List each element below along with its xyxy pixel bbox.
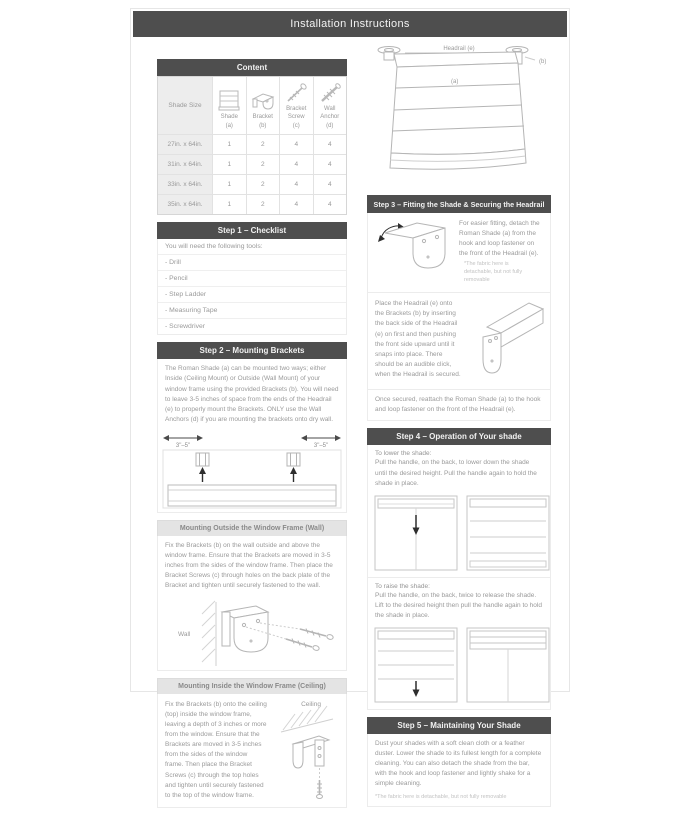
step1-title: Step 1 – Checklist: [157, 222, 347, 239]
left-column: [157, 59, 347, 815]
cell-anchor-qty: 4: [313, 194, 347, 214]
window-shade-raised-diagram: [466, 627, 550, 703]
screw-glyph: [317, 780, 323, 799]
table-row: [158, 174, 346, 194]
col-label: Shade: [220, 113, 238, 120]
ceiling-mount-body: [157, 694, 347, 808]
wall-hatch: [202, 601, 215, 662]
step4-section: [367, 428, 551, 709]
step2-section: [157, 342, 347, 512]
cell-anchor-qty: 4: [313, 134, 347, 154]
headrail-mounting-diagram: [158, 430, 346, 512]
cell-size: 27in. x 64in.: [158, 134, 212, 154]
table-row: [158, 194, 346, 214]
step4-body: [367, 445, 551, 709]
lower-shade-block: [368, 445, 550, 576]
step3-paragraph-2: Place the Headrail (e) onto the Brackets (b) by inserting the back side of the Headrail (e) on first and then pushing the front side upward until it snaps into place. There should be an audible click, when the Headrail is secured.: [375, 300, 461, 378]
bracket-glyph: [222, 606, 268, 652]
ceiling-mount-section: [157, 678, 347, 808]
checklist-intro: You will need the following tools:: [158, 239, 346, 255]
headrail-label: Headrail (e): [443, 46, 475, 52]
step3-footnote: *The fabric here is detachable, but not fully removable: [464, 261, 523, 283]
cell-anchor-qty: 4: [313, 154, 347, 174]
shade-label: (a): [451, 79, 459, 85]
bracket-right-glyph: [287, 453, 300, 466]
shade-icon: [216, 89, 242, 113]
checklist-item: - Step Ladder: [158, 287, 346, 303]
step5-title: Step 5 – Maintaining Your Shade: [367, 717, 551, 734]
dimension-label-right: 3"–5": [313, 442, 329, 449]
right-column: [367, 41, 551, 815]
cell-size: 33in. x 64in.: [158, 174, 212, 194]
step3-paragraph-1: For easier fitting, detach the Roman Shade (a) from the hook and loop fastener on the front of the Headrail (e).: [459, 220, 540, 258]
step5-section: [367, 717, 551, 807]
window-shade-lowered-diagram: [466, 495, 550, 571]
bracket-detail-diagram: [373, 217, 453, 277]
headrail-glyph: [168, 485, 336, 506]
content-table: [157, 76, 347, 215]
cell-shade-qty: 1: [212, 194, 246, 214]
window-shade-lowering-diagram: [374, 495, 458, 571]
screw-glyph: [286, 639, 320, 652]
content-table-section: [157, 59, 347, 215]
col-label: Wall Anchor: [320, 106, 340, 120]
wall-label: Wall: [178, 631, 191, 639]
wall-mount-body: [157, 536, 347, 671]
window-shade-releasing-diagram: [374, 627, 458, 703]
bracket-glyph: [293, 736, 329, 768]
lower-heading: To lower the shade:: [375, 450, 432, 458]
bracket-icon: [250, 89, 276, 113]
checklist-item: - Pencil: [158, 271, 346, 287]
raise-body: Pull the handle, on the back, twice to release the shade. Lift to the desired height then pull the handle again to hold the shade in place.: [375, 591, 542, 619]
ceiling-label: Ceiling: [301, 701, 321, 709]
roman-shade-diagram: [367, 41, 551, 189]
cell-screw-qty: 4: [279, 174, 313, 194]
step3-body: [367, 213, 551, 421]
cell-bracket-qty: 2: [246, 154, 280, 174]
step3-paragraph-3: Once secured, reattach the Roman Shade (a) to the hook and loop fastener on the front of the Headrail (e).: [368, 389, 550, 420]
cell-size: 35in. x 64in.: [158, 194, 212, 214]
screw-icon: [283, 81, 309, 105]
table-row: [158, 134, 346, 154]
step2-paragraph: The Roman Shade (a) can be mounted two ways; either Inside (Ceiling Mount) or Outside (Wall Mount) of your window frame using the provided Brackets (b). You will need to leave 3-5 inches of space from the ends of the Headrail (e) to properly mount the Brackets. ONLY use the Wall Anchors (d) if you are mounting the brackets onto dry wall.: [165, 365, 339, 423]
step5-paragraph: Dust your shades with a soft clean cloth or a feather duster. Lower the shade to its fullest length for a complete cleaning. You can also detach the shade from the bar, with the hook and loop fastener and lightly shake for a simple cleaning.: [375, 739, 542, 788]
wall-mount-title: Mounting Outside the Window Frame (Wall): [157, 520, 347, 536]
col-header-shade-size: Shade Size: [158, 77, 212, 134]
cell-bracket-qty: 2: [246, 174, 280, 194]
step2-title: Step 2 – Mounting Brackets: [157, 342, 347, 359]
content-table-title: Content: [157, 59, 347, 76]
col-key: (d): [326, 122, 334, 129]
bracket-left-glyph: [196, 453, 209, 466]
ceiling-mount-paragraph: Fix the Brackets (b) onto the ceiling (top) inside the window frame, leaving a depth of 3 inches or more from the window. Ensure that the Brackets are moved in 3-5 inches from the sides of the window frame. Then place the Bracket Screws (c) through the top holes and tighten until securely fastened to the top of the window frame.: [165, 701, 267, 799]
cell-screw-qty: 4: [279, 154, 313, 174]
step5-footnote: *The fabric here is detachable, but not fully removable: [375, 794, 507, 801]
step1-body: [157, 239, 347, 335]
cell-screw-qty: 4: [279, 194, 313, 214]
lower-body: Pull the handle, on the back, to lower down the shade until the desired height. Pull the handle again to hold the shade in place.: [375, 459, 537, 487]
step3-title: Step 3 – Fitting the Shade & Securing the Headrail: [367, 195, 551, 213]
checklist-item: - Drill: [158, 255, 346, 271]
col-key: (c): [292, 122, 300, 129]
col-key: (a): [225, 122, 233, 129]
bracket-label: (b): [539, 59, 547, 65]
step5-body: [367, 734, 551, 807]
cell-shade-qty: 1: [212, 134, 246, 154]
col-header-shade: [212, 77, 246, 134]
raise-heading: To raise the shade:: [375, 582, 430, 590]
checklist-item: - Measuring Tape: [158, 303, 346, 319]
col-label: Bracket Screw: [286, 106, 307, 120]
step3-section: [367, 195, 551, 421]
columns: [133, 37, 567, 815]
wall-mount-paragraph: Fix the Brackets (b) on the wall outside and above the window frame. Ensure that the Brackets are moved in 3-5 inches from the sides of the window frame. Then place the Bracket Screws (c) through holes on the back plate of the Bracket and tighten until securely fastened to the wall.: [165, 541, 333, 590]
cell-shade-qty: 1: [212, 154, 246, 174]
table-row: [158, 154, 346, 174]
step2-body: [157, 359, 347, 512]
wall-mount-diagram: [158, 596, 346, 670]
col-label: Bracket: [252, 113, 273, 120]
screw-glyph: [300, 629, 334, 641]
col-header-bracket: [246, 77, 280, 134]
anchor-icon: [317, 81, 343, 105]
table-header-row: [158, 77, 346, 134]
page-title: Installation Instructions: [133, 11, 567, 37]
wall-mount-section: [157, 520, 347, 671]
cell-bracket-qty: 2: [246, 134, 280, 154]
step4-title: Step 4 – Operation of Your shade: [367, 428, 551, 445]
cell-shade-qty: 1: [212, 174, 246, 194]
raise-shade-block: [368, 577, 550, 709]
step1-section: [157, 222, 347, 335]
shade-body-glyph: [390, 52, 526, 169]
col-key: (b): [259, 122, 267, 129]
checklist-item: - Screwdriver: [158, 319, 346, 334]
cell-screw-qty: 4: [279, 134, 313, 154]
instruction-sheet: [130, 8, 570, 801]
dimension-label-left: 3"–5": [175, 442, 191, 449]
ceiling-mount-title: Mounting Inside the Window Frame (Ceiling): [157, 678, 347, 694]
col-header-bracket-screw: [279, 77, 313, 134]
ceiling-mount-diagram: [273, 698, 341, 800]
cell-bracket-qty: 2: [246, 194, 280, 214]
cell-size: 31in. x 64in.: [158, 154, 212, 174]
headrail-insert-diagram: [467, 297, 545, 385]
col-header-wall-anchor: [313, 77, 347, 134]
cell-anchor-qty: 4: [313, 174, 347, 194]
